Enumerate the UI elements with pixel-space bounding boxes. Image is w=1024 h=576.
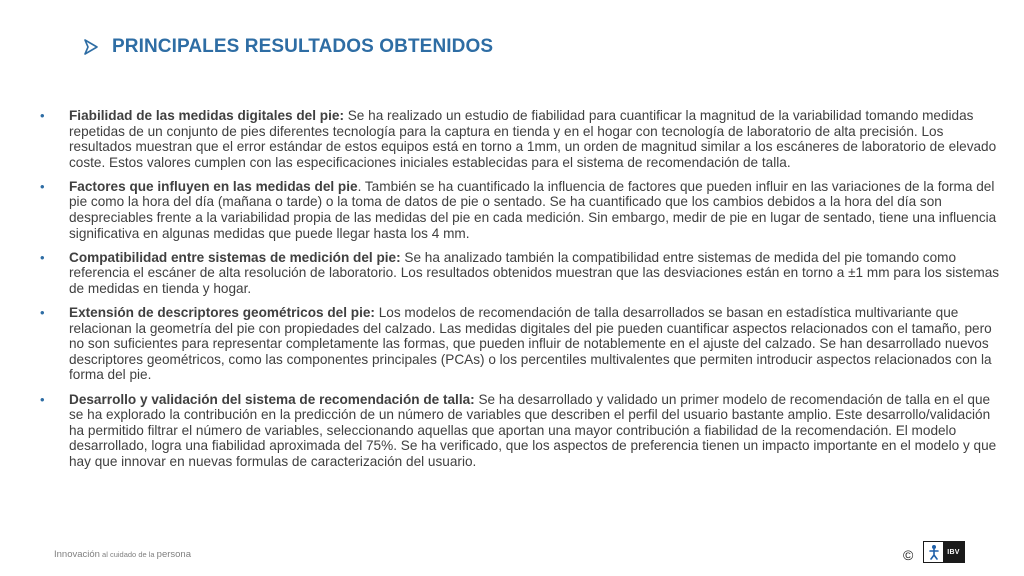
tagline-word-persona: persona — [156, 549, 192, 560]
footer-tagline — [54, 549, 191, 560]
bullet-dot-icon: • — [40, 178, 45, 194]
bullet-text: Se ha analizado también la compatibilidad entre sistemas de medida del pie tomando como referencia el escáner de alta resolución de laboratorio. Los resultados obtenidos muestran que las desviaciones están en torno a ±1 mm para los sistemas de medidas en tienda y hogar. — [69, 249, 1000, 296]
bullet-heading: Factores que influyen en las medidas del pie — [69, 178, 358, 194]
bullet-item — [40, 250, 1000, 297]
bullet-heading: Extensión de descriptores geométricos del pie: — [69, 305, 375, 321]
bullet-text: . También se ha cuantificado la influencia de factores que pueden influir en las variaciones de la forma del pie como la hora del día (mañana o tarde) o la toma de datos de pie o sentado. Se ha cuantificado que los cambios debidos a la hora del día son despreciables frente a la variabilidad propia de las medidas del pie en cada medición. Sin embargo, medir de pie en lugar de sentado, tiene una influencia significativa en algunas medidas que puede llegar hasta los 4 mm. — [69, 178, 997, 241]
bullet-dot-icon: • — [40, 305, 45, 321]
bullet-text: Se ha realizado un estudio de fiabilidad para cuantificar la magnitud de la variabilidad tomando medidas repetidas de un conjunto de pies diferentes tecnología para la captura en tienda y en el hogar con tecnología de laboratorio de alta precisión. Los resultados muestran que el error estándar de estos equipos está en torno a 1mm, un orden de magnitud similar a los escáneres de laboratorio de elevado coste. Estos valores cumplen con las especificaciones iniciales establecidas para el sistema de recomendación de talla. — [69, 108, 997, 170]
bullet-heading: Desarrollo y validación del sistema de recomendación de talla: — [69, 391, 475, 407]
bullet-item — [40, 305, 1000, 383]
bullet-list — [40, 108, 1000, 478]
ibv-logo — [923, 541, 965, 563]
bullet-item — [40, 392, 1000, 470]
bullet-heading: Fiabilidad de las medidas digitales del pie: — [69, 108, 344, 123]
bullet-item — [40, 108, 1000, 170]
bullet-item — [40, 179, 1000, 241]
bullet-text: Se ha desarrollado y validado un primer modelo de recomendación de talla en el que se ha explorado la contribución en la predicción de un número de variables que describen el perfil del usuario bastante amplio. Este desarrollo/validación ha permitido filtrar el número de variables, seleccionando aquellas que aportan una mayor contribución a fiabilidad de la recomendación. El modelo desarrollado, logra una fiabilidad aproximada del 75%. Se ha verificado, que los aspectos de preferencia tienen un impacto importante en el modelo y que hay que innovar en nuevas formulas de caracterización del usuario. — [69, 391, 997, 469]
bullet-dot-icon: • — [40, 249, 45, 265]
slide-title-text: PRINCIPALES RESULTADOS OBTENIDOS — [112, 36, 494, 57]
ibv-logo-icon — [924, 542, 943, 562]
ibv-logo-text: IBV — [943, 542, 964, 562]
bullet-dot-icon: • — [40, 391, 45, 407]
bullet-text: Los modelos de recomendación de talla desarrollados se basan en estadística multivariante que relacionan la geometría del pie con propiedades del calzado. Las medidas digitales del pie pueden cuantificar aspectos relacionados con el tamaño, pero no son suficientes para representar completamente las formas, que pueden influir de notablemente en el ajuste del calzado. Se han desarrollado nuevos descriptores geométricos, como las componentes principales (PCAs) o los percentiles multivalentes que permiten introducir aspectos relacionados con la forma del pie. — [69, 305, 992, 383]
tagline-middle: al cuidado de la — [99, 550, 157, 559]
slide-title — [84, 36, 493, 58]
copyright-icon: © — [903, 547, 914, 563]
tagline-word-innovacion: Innovación — [54, 549, 100, 560]
arrow-right-icon — [84, 39, 98, 55]
bullet-heading: Compatibilidad entre sistemas de medición del pie: — [69, 249, 401, 265]
bullet-dot-icon: • — [40, 108, 45, 123]
